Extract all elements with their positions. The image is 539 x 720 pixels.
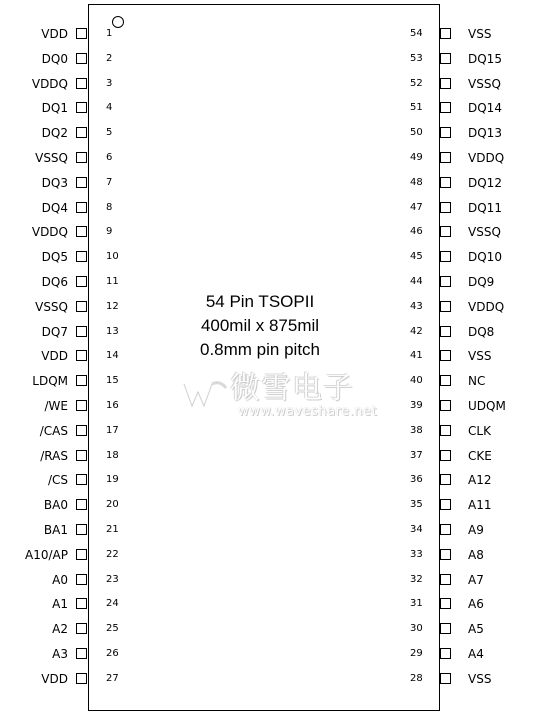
- pin-pad: [440, 202, 451, 213]
- pin-row: [0, 148, 120, 168]
- pin-row: [0, 470, 120, 490]
- pin-number: 1: [106, 28, 113, 39]
- pin-number: 34: [410, 524, 423, 535]
- pin-number: 51: [410, 102, 423, 114]
- pin-row: [0, 247, 120, 267]
- pin-pad: [440, 251, 451, 262]
- pin-number: 25: [106, 623, 119, 635]
- pin-number: 35: [410, 499, 423, 511]
- pin-row: [0, 570, 120, 590]
- pin-pad: [440, 102, 451, 113]
- pin-name: /RAS: [40, 448, 68, 463]
- pin-row: [0, 74, 120, 94]
- pin-number: 29: [410, 648, 423, 659]
- pin-number: 6: [106, 152, 113, 163]
- pin-pad: [440, 425, 451, 436]
- pin-name: VDDQ: [468, 151, 505, 165]
- pin-number: 26: [106, 648, 119, 659]
- pin-row: [0, 198, 120, 218]
- pin-name: A12: [468, 473, 492, 488]
- package-title: 54 Pin TSOPII: [205, 292, 315, 311]
- pin-name: DQ10: [468, 250, 502, 265]
- pin-number: 18: [106, 449, 119, 461]
- pin-number: 40: [410, 375, 423, 387]
- pin-name: A0: [52, 572, 68, 587]
- pin-number: 5: [106, 127, 113, 139]
- pin-pad: [440, 226, 451, 237]
- pin-number: 54: [410, 28, 423, 39]
- pin-number: 50: [410, 127, 423, 139]
- pin-name: VSSQ: [468, 76, 501, 91]
- pin-name: A1: [52, 597, 68, 612]
- pin-number: 12: [106, 300, 119, 312]
- pin-name: DQ4: [41, 200, 68, 215]
- pin-name: VDDQ: [468, 299, 505, 314]
- watermark-chinese: 微雪电子: [230, 371, 354, 406]
- pin-number: 47: [410, 201, 423, 213]
- pin-name: A2: [52, 622, 68, 637]
- pin-number: 24: [106, 598, 119, 610]
- pin-row: [406, 470, 539, 490]
- pin-number: 17: [106, 424, 119, 436]
- pin-pad: [440, 574, 451, 585]
- pin-name: /CAS: [39, 423, 68, 438]
- pin-number: 43: [410, 300, 423, 312]
- pin-pad: [76, 251, 87, 262]
- pin-pad: [440, 53, 451, 64]
- pin-pad: [76, 375, 87, 386]
- pin-number: 19: [106, 474, 119, 486]
- pin-name: UDQM: [468, 399, 506, 413]
- pin-row: [406, 148, 539, 168]
- pin-name: VSSQ: [35, 299, 68, 314]
- pin-name: DQ7: [41, 324, 68, 339]
- pin-pad: [76, 202, 87, 213]
- pin-name: VDDQ: [31, 225, 68, 240]
- pin-row: [406, 173, 539, 193]
- pin-number: 38: [410, 424, 423, 436]
- pin-name: DQ6: [41, 275, 68, 289]
- pin-row: [0, 297, 120, 317]
- pin-number: 16: [106, 400, 119, 411]
- pin-pad: [440, 28, 451, 39]
- pin-row: [406, 570, 539, 590]
- pin-pad: [76, 574, 87, 585]
- pin-number: 8: [106, 201, 113, 213]
- pin-row: [0, 669, 120, 689]
- pin-number: 53: [410, 52, 423, 64]
- pin-row: [0, 24, 120, 44]
- watermark-logo: [178, 370, 378, 420]
- pin-number: 9: [106, 226, 113, 238]
- pin-pad: [440, 326, 451, 337]
- pin-pad: [76, 598, 87, 609]
- pin-name: VSS: [468, 27, 492, 41]
- pin-name: DQ8: [468, 324, 495, 339]
- pin-name: CLK: [468, 423, 491, 438]
- pin-number: 46: [410, 226, 423, 238]
- pin-name: VDDQ: [31, 76, 68, 91]
- pin-pad: [76, 450, 87, 461]
- pin-pad: [76, 623, 87, 634]
- pin-row: [406, 49, 539, 69]
- pin-number: 2: [106, 52, 113, 64]
- pin-row: [406, 520, 539, 540]
- pin-pad: [76, 673, 87, 684]
- pin-row: [406, 222, 539, 242]
- pin-number: 7: [106, 176, 113, 188]
- pin-row: [0, 272, 120, 292]
- pin-name: DQ1: [41, 101, 68, 116]
- pin-pad: [440, 177, 451, 188]
- pin-number: 48: [410, 176, 423, 188]
- pin-row: [406, 98, 539, 118]
- pin-pad: [440, 524, 451, 535]
- pin-name: A4: [468, 647, 484, 661]
- pin-row: [0, 644, 120, 664]
- pin-pad: [76, 301, 87, 312]
- pin-row: [406, 644, 539, 664]
- pin-pad: [440, 648, 451, 659]
- pin-pad: [440, 598, 451, 609]
- pin-row: [406, 322, 539, 342]
- pin-name: A8: [468, 547, 484, 562]
- pin-pad: [440, 375, 451, 386]
- pin-pad: [76, 127, 87, 138]
- pin-name: A5: [468, 622, 484, 637]
- pin-row: [406, 619, 539, 639]
- pin-row: [0, 371, 120, 391]
- package-dimensions: 400mil x 875mil: [200, 316, 320, 335]
- pin-number: 36: [410, 474, 423, 486]
- pin-row: [406, 421, 539, 441]
- pin-row: [406, 74, 539, 94]
- pin-row: [0, 49, 120, 69]
- pin-pad: [76, 53, 87, 64]
- pin-name: A10/AP: [25, 547, 68, 562]
- pin-name: DQ0: [41, 51, 68, 66]
- pin-name: VDD: [41, 27, 68, 41]
- pin-row: [406, 272, 539, 292]
- pin-name: VDD: [41, 349, 68, 364]
- pin-name: A11: [468, 498, 492, 513]
- pin-pad: [76, 78, 87, 89]
- pin-number: 22: [106, 548, 119, 560]
- pin-name: A7: [468, 572, 484, 587]
- pin-number: 41: [410, 350, 423, 362]
- waveshare-logo-icon: [182, 376, 228, 412]
- pin-name: DQ15: [468, 51, 502, 66]
- pin-number: 21: [106, 524, 119, 535]
- pin-row: [406, 198, 539, 218]
- pin-number: 11: [106, 276, 119, 287]
- package-pitch: 0.8mm pin pitch: [200, 340, 320, 359]
- pin-pad: [76, 474, 87, 485]
- pin-row: [0, 396, 120, 416]
- pin-name: LDQM: [32, 374, 68, 389]
- pin-pad: [76, 524, 87, 535]
- pin-row: [406, 24, 539, 44]
- pin-name: A3: [52, 647, 68, 661]
- pin-number: 45: [410, 251, 423, 263]
- pin-row: [0, 545, 120, 565]
- pin-pad: [76, 499, 87, 510]
- pin-row: [406, 346, 539, 366]
- pin-pad: [440, 127, 451, 138]
- package-info: [160, 290, 360, 362]
- pin-pad: [76, 425, 87, 436]
- pin-row: [406, 446, 539, 466]
- pin-number: 13: [106, 325, 119, 337]
- pin-row: [0, 520, 120, 540]
- pin-pad: [76, 549, 87, 560]
- pin-name: DQ5: [41, 250, 68, 265]
- pin-row: [406, 123, 539, 143]
- pin-pad: [440, 152, 451, 163]
- pin-row: [0, 222, 120, 242]
- pin-name: CKE: [468, 448, 492, 463]
- pin-pad: [440, 499, 451, 510]
- pin-number: 23: [106, 573, 119, 585]
- pin-pad: [76, 648, 87, 659]
- pin-pad: [76, 276, 87, 287]
- pin-name: DQ12: [468, 175, 502, 190]
- pin-name: VDD: [41, 671, 68, 686]
- pin-row: [406, 545, 539, 565]
- pin-number: 44: [410, 276, 423, 287]
- pin-row: [406, 495, 539, 515]
- pin-row: [406, 247, 539, 267]
- pin-row: [0, 421, 120, 441]
- pin-number: 32: [410, 573, 423, 585]
- pin-name: A6: [468, 597, 484, 612]
- pin-row: [406, 297, 539, 317]
- pin-number: 20: [106, 499, 119, 511]
- pin-number: 49: [410, 152, 423, 163]
- pin-pad: [76, 177, 87, 188]
- pin-name: A9: [468, 523, 484, 537]
- pin-pad: [440, 78, 451, 89]
- pin-number: 3: [106, 77, 113, 89]
- pin-number: 31: [410, 598, 423, 610]
- pin-row: [406, 594, 539, 614]
- pin-pad: [76, 350, 87, 361]
- pin-row: [0, 123, 120, 143]
- pin-pad: [440, 549, 451, 560]
- pin-pad: [440, 276, 451, 287]
- pin-name: NC: [468, 374, 486, 389]
- pin-row: [0, 98, 120, 118]
- pin-number: 52: [410, 77, 423, 89]
- pin-number: 33: [410, 548, 423, 560]
- pin-row: [0, 446, 120, 466]
- pin-name: DQ2: [41, 126, 68, 141]
- pin-row: [0, 346, 120, 366]
- pin-name: VSS: [468, 671, 492, 686]
- pin-name: DQ3: [41, 175, 68, 190]
- pin-row: [0, 173, 120, 193]
- pin-number: 28: [410, 672, 423, 684]
- pin-number: 37: [410, 449, 423, 461]
- pin-row: [0, 619, 120, 639]
- pin-pad: [76, 400, 87, 411]
- pin-number: 30: [410, 623, 423, 635]
- watermark-url: www.waveshare.net: [238, 404, 378, 419]
- pin-number: 10: [106, 251, 119, 263]
- pin-name: DQ14: [468, 101, 502, 116]
- pin-number: 4: [106, 102, 113, 114]
- pin-row: [406, 669, 539, 689]
- pin-name: /CS: [47, 473, 68, 488]
- pin-pad: [440, 301, 451, 312]
- pin-row: [0, 495, 120, 515]
- pin-pad: [76, 226, 87, 237]
- pin-pad: [76, 326, 87, 337]
- pin-number: 42: [410, 325, 423, 337]
- pin-number: 27: [106, 672, 119, 684]
- pin-pad: [440, 400, 451, 411]
- pin-name: VSSQ: [35, 151, 68, 165]
- pin-pad: [440, 350, 451, 361]
- pin-pad: [440, 450, 451, 461]
- pin-name: DQ11: [468, 200, 502, 215]
- pin-pad: [440, 623, 451, 634]
- pin-number: 39: [410, 400, 423, 411]
- pin-number: 15: [106, 375, 119, 387]
- pin-pad: [76, 102, 87, 113]
- pin-pad: [76, 28, 87, 39]
- pin-name: VSSQ: [468, 225, 501, 240]
- pin-pad: [76, 152, 87, 163]
- pin-name: BA1: [43, 523, 68, 537]
- pin-pad: [440, 673, 451, 684]
- pin-row: [406, 396, 539, 416]
- pin-row: [406, 371, 539, 391]
- pin-name: DQ9: [468, 275, 495, 289]
- pin-number: 14: [106, 350, 119, 362]
- pin-name: /WE: [44, 399, 68, 413]
- pin-pad: [440, 474, 451, 485]
- pin-name: DQ13: [468, 126, 502, 141]
- pin-row: [0, 322, 120, 342]
- pin-name: VSS: [468, 349, 492, 364]
- pin-name: BA0: [43, 498, 68, 513]
- pin-row: [0, 594, 120, 614]
